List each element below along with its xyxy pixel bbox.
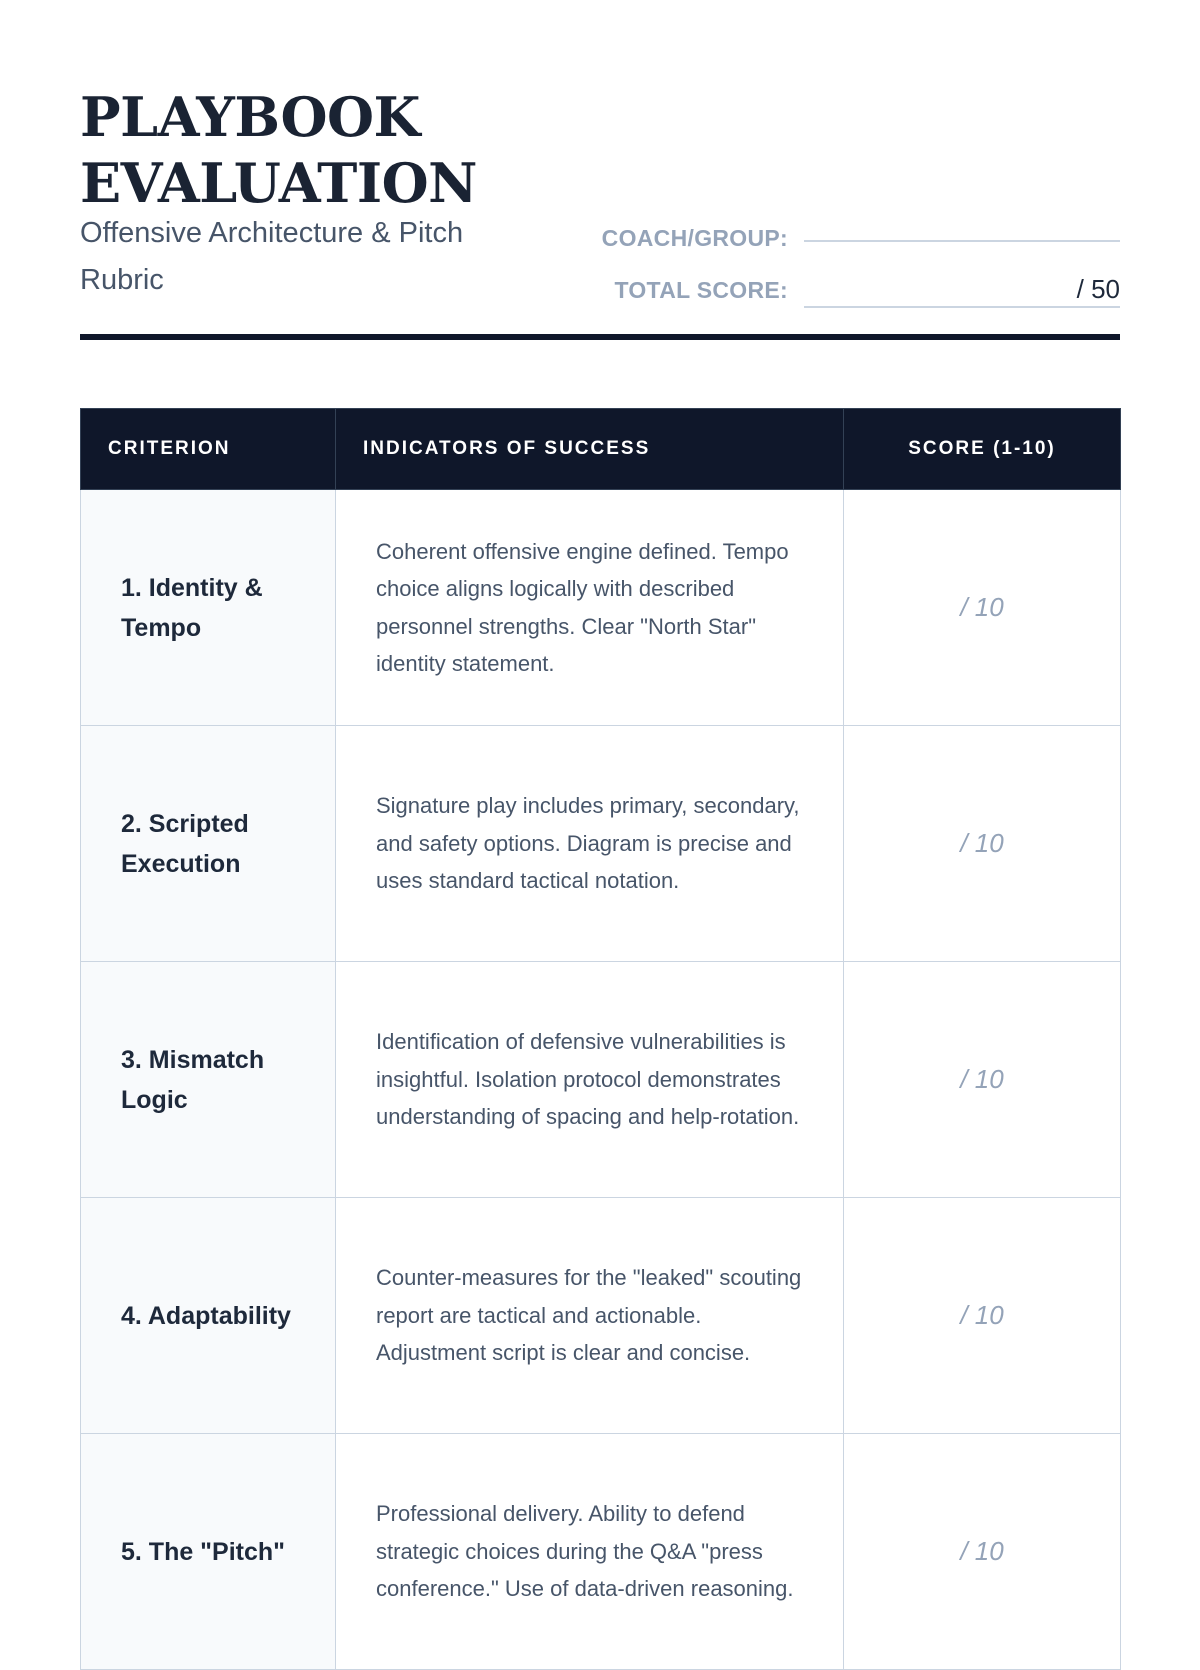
indicators-cell: Professional delivery. Ability to defend strategic choices during the Q&A "press conference." Use of data-driven reasoning.	[336, 1434, 844, 1670]
total-score-field[interactable]: / 50	[804, 272, 1120, 308]
title-line-1: PLAYBOOK	[80, 85, 420, 149]
score-cell[interactable]: / 10	[844, 726, 1121, 962]
criterion-cell: 2. Scripted Execution	[81, 726, 336, 962]
page-title	[80, 84, 1120, 216]
criterion-cell: 4. Adaptability	[81, 1198, 336, 1434]
table-header-row	[81, 409, 1121, 490]
coach-group-field[interactable]	[804, 222, 1120, 242]
column-header-score: SCORE (1-10)	[844, 409, 1121, 490]
column-header-criterion: CRITERION	[81, 409, 336, 490]
coach-group-row	[600, 216, 1120, 256]
table-row	[81, 962, 1121, 1198]
header-row	[80, 216, 1120, 344]
indicators-cell: Counter-measures for the "leaked" scouting report are tactical and actionable. Adjustment script is clear and concise.	[336, 1198, 844, 1434]
criterion-cell: 1. Identity & Tempo	[81, 490, 336, 726]
indicators-cell: Signature play includes primary, secondary, and safety options. Diagram is precise and uses standard tactical notation.	[336, 726, 844, 962]
table-row	[81, 490, 1121, 726]
table-row	[81, 726, 1121, 962]
title-line-2: EVALUATION	[80, 151, 477, 215]
coach-group-label: COACH/GROUP:	[601, 225, 788, 251]
table-row	[81, 1198, 1121, 1434]
total-score-row	[600, 268, 1120, 308]
total-score-label: TOTAL SCORE:	[614, 277, 788, 303]
page-subtitle: Offensive Architecture & Pitch Rubric	[80, 217, 464, 296]
indicators-cell: Identification of defensive vulnerabilities is insightful. Isolation protocol demonstrates understanding of spacing and help-rotation.	[336, 962, 844, 1198]
score-cell[interactable]: / 10	[844, 962, 1121, 1198]
rubric-table	[80, 408, 1121, 1670]
score-cell[interactable]: / 10	[844, 1198, 1121, 1434]
criterion-cell: 3. Mismatch Logic	[81, 962, 336, 1198]
score-cell[interactable]: / 10	[844, 1434, 1121, 1670]
indicators-cell: Coherent offensive engine defined. Tempo choice aligns logically with described personnel strengths. Clear "North Star" identity statement.	[336, 490, 844, 726]
score-cell[interactable]: / 10	[844, 490, 1121, 726]
criterion-cell: 5. The "Pitch"	[81, 1434, 336, 1670]
column-header-indicators: INDICATORS OF SUCCESS	[336, 409, 844, 490]
evaluation-page	[80, 84, 1120, 1670]
meta-fields	[600, 216, 1120, 308]
table-row	[81, 1434, 1121, 1670]
